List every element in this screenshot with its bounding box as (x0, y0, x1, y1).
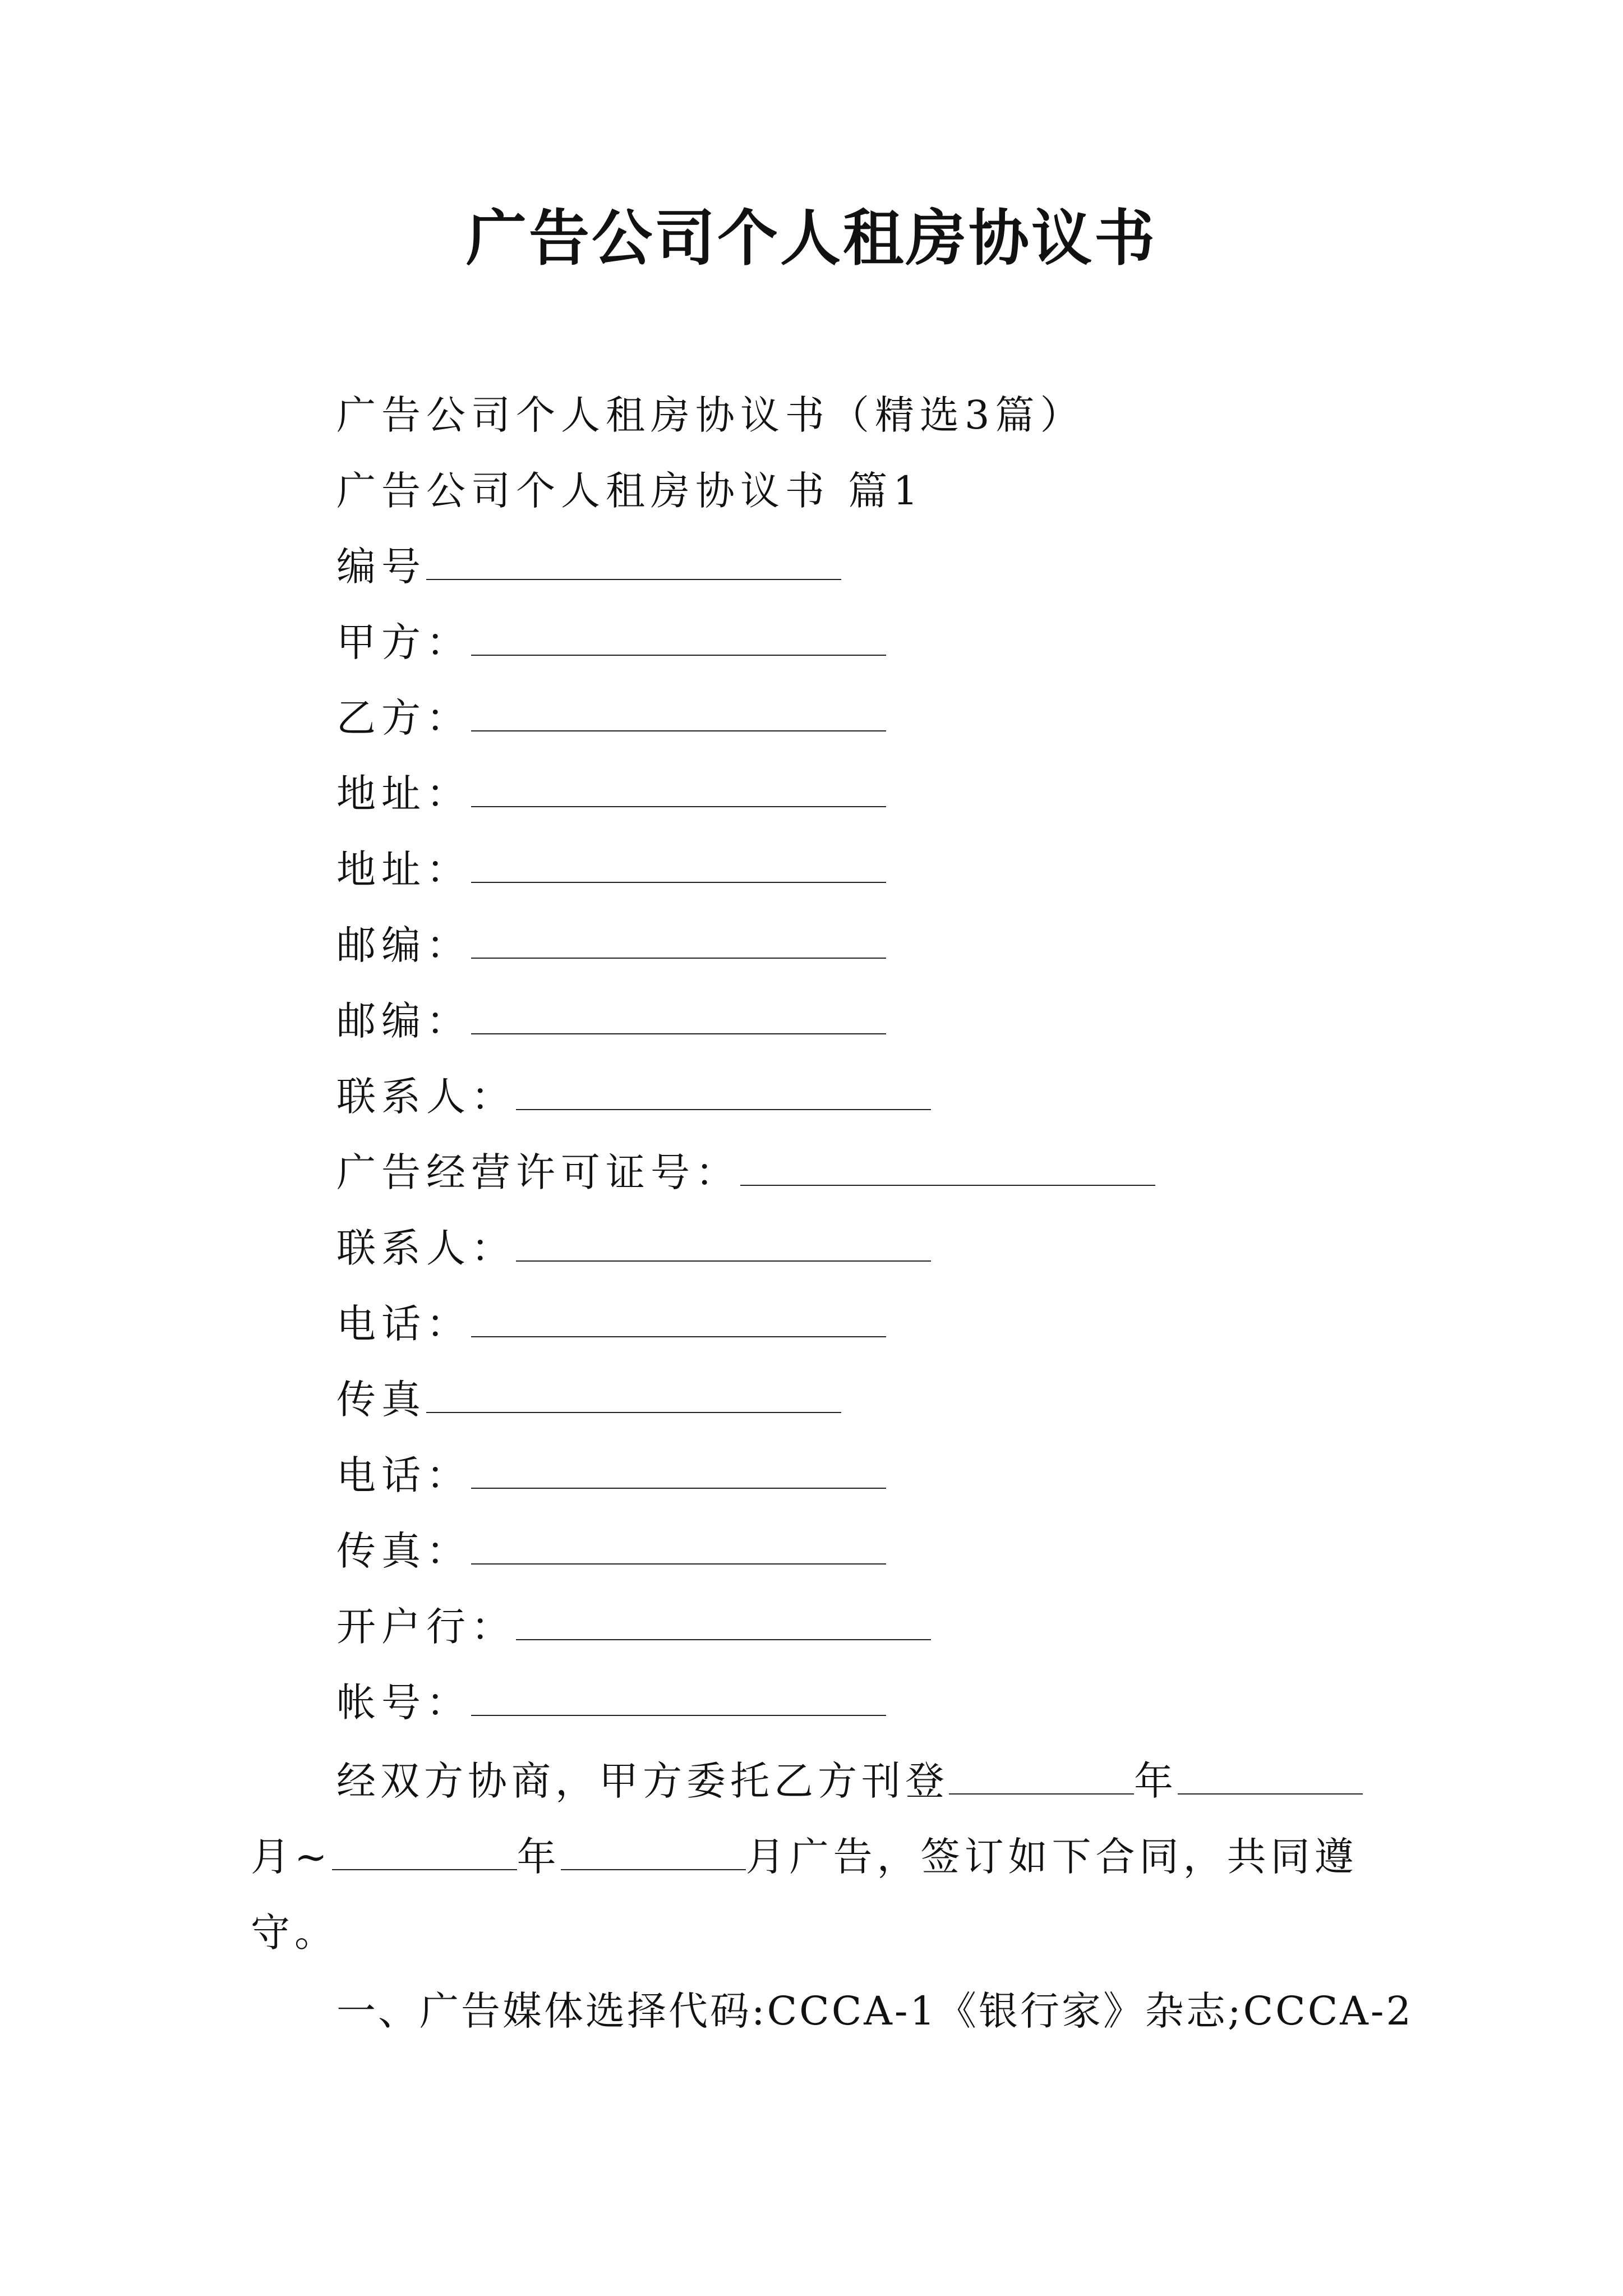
field-label: 电话： (336, 1301, 471, 1347)
paragraph-line: 一、广告媒体选择代码:CCCA-1《银行家》杂志;CCCA-2 (336, 1988, 1414, 2034)
field-blank (471, 1519, 886, 1565)
field-contact-a (336, 1063, 931, 1130)
field-address-b (336, 836, 886, 903)
month-blank (1178, 1749, 1363, 1795)
field-blank (426, 534, 841, 580)
year-blank (332, 1824, 517, 1870)
field-fax-a (336, 1366, 841, 1433)
year-blank (949, 1749, 1134, 1795)
field-postcode-b (336, 987, 886, 1055)
field-blank (471, 837, 886, 883)
field-blank (471, 761, 886, 807)
field-ad-license (336, 1139, 1155, 1206)
field-blank (471, 1291, 886, 1337)
field-blank (471, 610, 886, 656)
field-party-a (336, 609, 886, 676)
field-blank (516, 1216, 931, 1262)
paragraph-text: 经双方协商，甲方委托乙方刊登 (336, 1758, 949, 1804)
field-blank (471, 913, 886, 959)
field-label: 联系人： (336, 1225, 516, 1271)
field-label: 联系人： (336, 1074, 516, 1120)
field-label: 传真： (336, 1528, 471, 1574)
field-blank (426, 1367, 841, 1413)
document-title: 广告公司个人租房协议书 (465, 203, 1157, 274)
field-blank (471, 685, 886, 731)
field-label: 乙方： (336, 695, 471, 741)
field-blank (516, 1064, 931, 1110)
paragraph-text: 月~ (251, 1834, 332, 1880)
month-blank (561, 1824, 746, 1870)
field-label: 甲方： (336, 619, 471, 665)
field-party-b (336, 684, 886, 752)
field-label: 编号 (336, 544, 426, 590)
subtitle-line: 广告公司个人租房协议书（精选3篇） (336, 392, 1085, 438)
paragraph-text: 月广告，签订如下合同，共同遵 (745, 1834, 1358, 1880)
field-bank (336, 1593, 931, 1660)
field-account (336, 1669, 886, 1736)
field-blank (471, 988, 886, 1034)
field-address-a (336, 760, 886, 827)
section-heading: 广告公司个人租房协议书 篇1 (336, 468, 924, 514)
field-blank (471, 1443, 886, 1489)
field-label: 地址： (336, 846, 471, 892)
field-label: 电话： (336, 1452, 471, 1498)
paragraph-text: 年 (517, 1834, 561, 1880)
field-label: 传真 (336, 1377, 426, 1423)
field-label: 开户行： (336, 1604, 516, 1650)
paragraph-line: 守。 (251, 1910, 338, 1955)
paragraph-line (251, 1823, 1358, 1890)
field-label: 地址： (336, 771, 471, 817)
field-blank (516, 1594, 931, 1640)
field-postcode-a (336, 912, 886, 979)
field-label: 广告经营许可证号： (336, 1149, 740, 1195)
paragraph-text: 年 (1134, 1758, 1178, 1804)
field-label: 帐号： (336, 1680, 471, 1726)
field-phone-a (336, 1290, 886, 1358)
field-label: 邮编： (336, 998, 471, 1044)
field-contact-b (336, 1214, 931, 1282)
paragraph-line (336, 1747, 1363, 1815)
field-phone-b (336, 1442, 886, 1509)
field-blank (471, 1670, 886, 1716)
field-label: 邮编： (336, 922, 471, 968)
field-fax-b (336, 1517, 886, 1585)
field-blank (740, 1140, 1155, 1186)
field-number (336, 533, 841, 600)
